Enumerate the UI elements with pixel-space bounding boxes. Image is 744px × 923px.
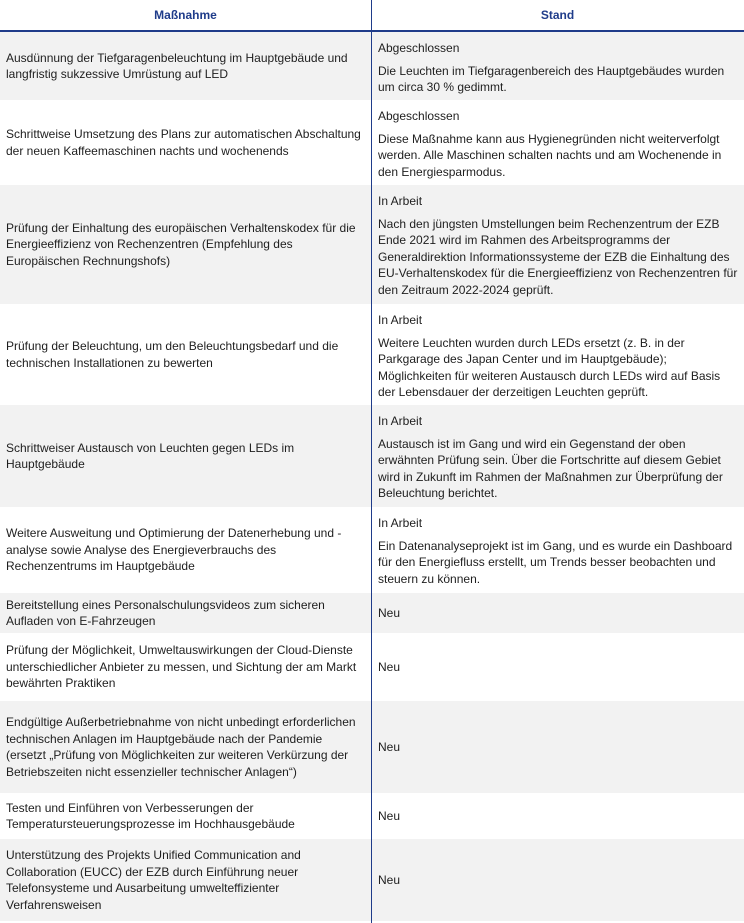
status-detail: Diese Maßnahme kann aus Hygienegründen nicht weiterverfolgt werden. Alle Maschinen schalten nachts und am Wochenende in den Energiesparmodus. (378, 131, 722, 179)
status-cell (371, 304, 744, 405)
measure-cell: Schrittweiser Austausch von Leuchten gegen LEDs im Hauptgebäude (6, 440, 295, 471)
measure-cell: Testen und Einführen von Verbesserungen der Temperatursteuerungsprozesse im Hochhausgebäude (6, 800, 295, 831)
table-row (0, 32, 744, 100)
table-row (0, 793, 744, 839)
measure-cell: Prüfung der Beleuchtung, um den Beleuchtungsbedarf und die technischen Installationen zu bewerten (6, 339, 339, 370)
measure-cell: Unterstützung des Projekts Unified Communication and Collaboration (EUCC) der EZB durch Einführung neuer Telefonsysteme und Ausarbeitung umwelteffizienter Verfahrensweisen (6, 848, 301, 912)
status-cell: Neu (378, 808, 401, 823)
table-header (0, 0, 744, 32)
status-cell (371, 405, 744, 507)
measure-cell: Endgültige Außerbetriebnahme von nicht unbedingt erforderlichen technischen Anlagen im Hauptgebäude nach der Pandemie (ersetzt „Prüfung von Möglichkeiten zur weiteren Verkürzung der Betriebszeiten nicht essenzieller technischer Anlagen“) (6, 715, 356, 779)
status-detail: Weitere Leuchten wurden durch LEDs ersetzt (z. B. in der Parkgarage des Japan Center und im Hauptgebäude); Möglichkeiten für weiteren Austausch durch LEDs wird auf Basis der Lebensdauer der derzeitigen Leuchten geprüft. (378, 335, 721, 399)
status-cell (371, 507, 744, 593)
table-row (0, 100, 744, 185)
status-cell: Neu (378, 872, 401, 887)
status-detail: Nach den jüngsten Umstellungen beim Rechenzentrum der EZB Ende 2021 wird im Rahmen des Arbeitsprogramms der Generaldirektion Informationssysteme der EZB die Einhaltung des EU-Verhaltenskodex für die Energieeffizienz von Rechenzentren für den Zeitraum 2022-2024 geprüft. (378, 216, 738, 297)
table-row (0, 185, 744, 304)
status-detail: Die Leuchten im Tiefgaragenbereich des Hauptgebäudes wurden um circa 30 % gedimmt. (378, 63, 725, 94)
status-cell: Neu (378, 659, 401, 674)
measure-cell: Prüfung der Möglichkeit, Umweltauswirkungen der Cloud-Dienste unterschiedlicher Anbieter zu messen, und Sichtung der am Markt bewährten Praktiken (6, 643, 357, 691)
table-row (0, 633, 744, 701)
status-detail: Austausch ist im Gang und wird ein Gegenstand der oben erwähnten Prüfung sein. Über die Fortschritte auf diesem Gebiet wird in Zukunft im Rahmen der Maßnahmen zur Überprüfung der Beleuchtung berichtet. (378, 436, 723, 500)
status-label: In Arbeit (378, 313, 423, 327)
status-label: Abgeschlossen (378, 109, 460, 123)
table-row (0, 701, 744, 793)
column-divider (371, 0, 372, 923)
measure-cell: Prüfung der Einhaltung des europäischen Verhaltenskodex für die Energieeffizienz von Rechenzentren (Empfehlung des Europäischen Rechnungshofs) (6, 220, 356, 268)
measure-cell: Ausdünnung der Tiefgaragenbeleuchtung im Hauptgebäude und langfristig sukzessive Umrüstung auf LED (6, 50, 348, 81)
measure-cell: Weitere Ausweitung und Optimierung der Datenerhebung und -analyse sowie Analyse des Energieverbrauchs des Rechenzentrums im Hauptgebäude (6, 526, 342, 574)
table-row (0, 304, 744, 405)
status-label: In Arbeit (378, 516, 423, 530)
status-detail: Ein Datenanalyseprojekt ist im Gang, und es wurde ein Dashboard für den Energiefluss erstellt, um Trends besser beobachten und steuern zu können. (378, 538, 733, 586)
measure-cell: Bereitstellung eines Personalschulungsvideos zum sicheren Aufladen von E-Fahrzeugen (6, 597, 325, 628)
status-cell (371, 185, 744, 304)
status-label: In Arbeit (378, 414, 423, 428)
status-cell: Neu (378, 739, 401, 754)
table-row (0, 405, 744, 507)
status-label: Abgeschlossen (378, 41, 460, 55)
measure-cell: Schrittweise Umsetzung des Plans zur automatischen Abschaltung der neuen Kaffeemaschinen nachts und wochenends (6, 127, 361, 158)
status-cell (371, 100, 744, 185)
table-row (0, 507, 744, 593)
table-row (0, 839, 744, 921)
status-cell: Neu (378, 605, 401, 620)
table-row (0, 593, 744, 633)
status-label: In Arbeit (378, 194, 423, 208)
header-measure: Maßnahme (154, 7, 217, 22)
status-cell (371, 32, 744, 100)
header-status: Stand (540, 7, 575, 22)
